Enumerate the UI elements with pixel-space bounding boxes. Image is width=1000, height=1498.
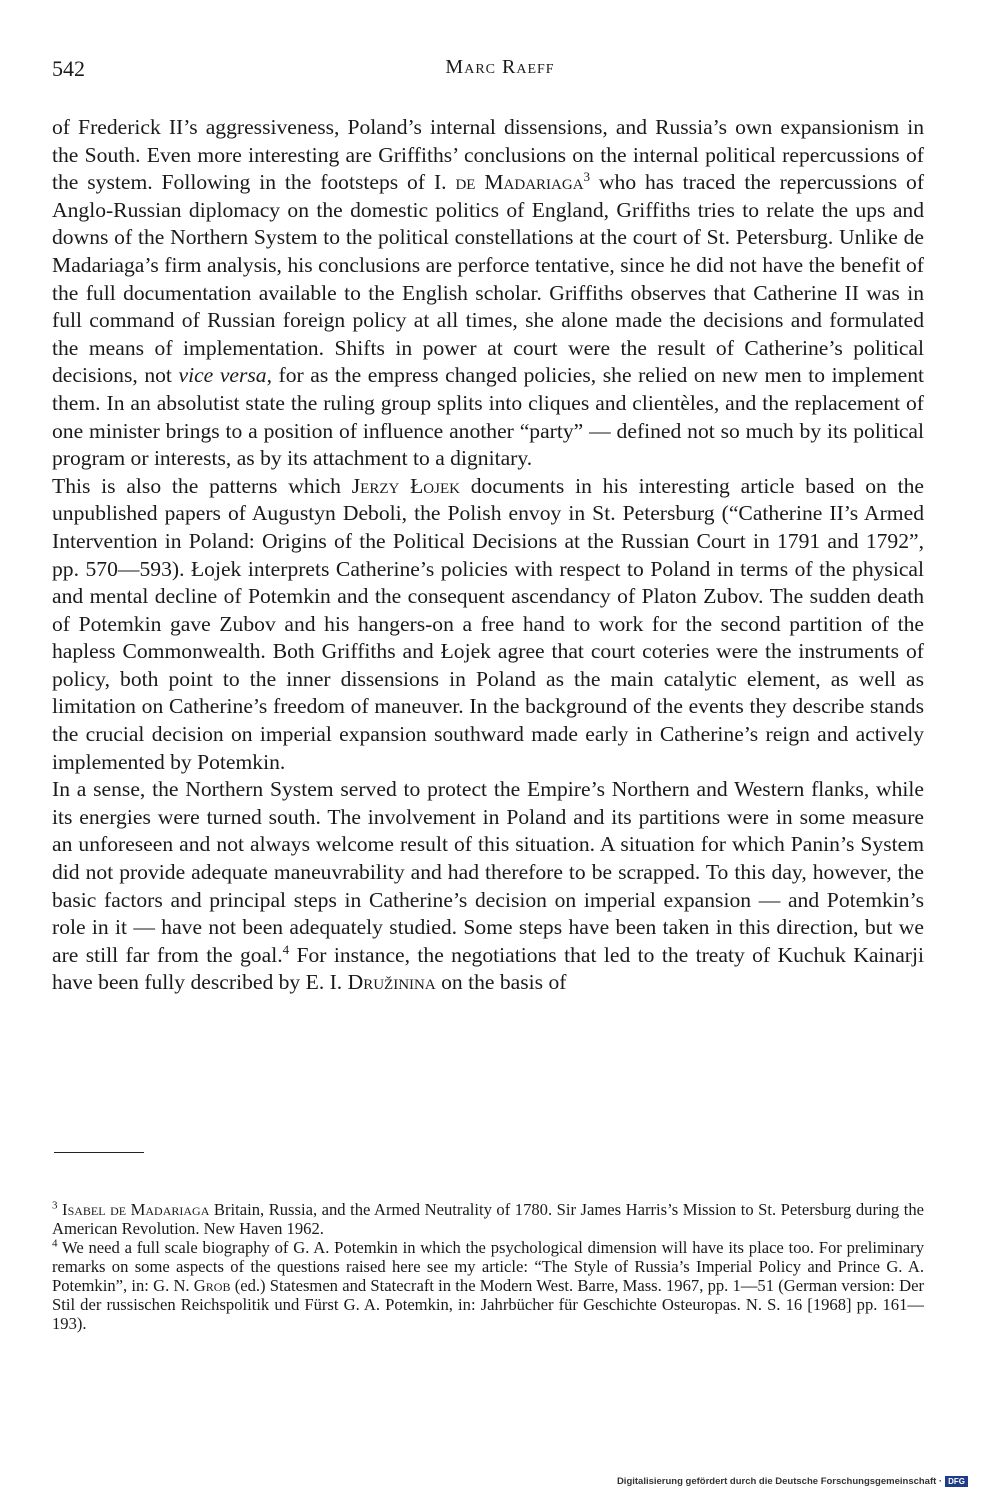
- paragraph-2: [52, 473, 924, 777]
- paragraph-1: [52, 114, 924, 473]
- text-run: , for as the empress changed policies, she relied on new men to implement them. In an absolutist state the ruling group splits into cliques and clientèles, and the replacement of one minister brings to a position of influence another “party” — defined not so much by its political program or interests, as by its attachment to a dignitary.: [52, 363, 924, 471]
- author-name: Grob: [193, 1276, 231, 1295]
- text-run: of Frederick II’s aggressiveness, Poland’s internal dissensions, and Russia’s own expansionism in the South. Even more interesting are Griffiths’ conclusions on the internal political repercussions of the system. Following in the footsteps of I.: [52, 115, 924, 195]
- running-head: Marc Raeff: [445, 56, 555, 78]
- text-run: In a sense, the Northern System served to protect the Empire’s Northern and Western flanks, while its energies were turned south. The involvement in Poland and its partitions were in some measure an unforeseen and not always welcome result of this situation. A situation for which Panin’s System did not provide adequate maneuvrability and had therefore to be scrapped. To this day, however, the basic factors and principal steps in Catherine’s decision on imperial expansion — and Potemkin’s role in it — have not been adequately studied. Some steps have been taken in this direction, but we are still far from the goal.: [52, 777, 924, 967]
- footnote-text: (ed.) Statesmen and Statecraft in the Modern West. Barre, Mass. 1967, pp. 1—51 (German version: Der Stil der russischen Reichspolitik und Fürst G. A. Potemkin, in: Jahrbücher für Geschichte Osteuropas. N. S. 16 [1968] pp. 161—193).: [52, 1276, 924, 1333]
- text-run: This is also the patterns which: [52, 473, 352, 498]
- text-run: who has traced the repercussions of Anglo-Russian diplomacy on the domestic politics of England, Griffiths tries to relate the ups and downs of the Northern System to the political constellations at the court of St. Petersburg. Unlike de Madariaga’s firm analysis, his conclusions are perforce tentative, since he did not have the benefit of the full documentation available to the English scholar. Griffiths observes that Catherine II was in full command of Russian foreign policy at all times, she alone made the decisions and formulated the means of implementation. Shifts in power at court were the result of Catherine’s political decisions, not: [52, 170, 925, 388]
- author-name: de Madariaga: [455, 170, 584, 195]
- digitization-notice: [617, 1476, 968, 1487]
- author-name: Jerzy Łojek: [351, 473, 460, 498]
- footnotes: [52, 1200, 924, 1333]
- body-text: [52, 114, 924, 997]
- footnote-3: [52, 1200, 924, 1238]
- footnote-mark: 3: [52, 1199, 58, 1212]
- footnote-4: [52, 1238, 924, 1333]
- page-number: 542: [52, 56, 85, 81]
- footnote-text: We need a full scale biography of G. A. Potemkin in which the psychological dimension will have its place too. For preliminary remarks on some aspects of the questions raised here see my article: “The Style of Russia’s Imperial Policy and Prince G. A. Potemkin”, in: G. N.: [52, 1238, 924, 1295]
- footnote-ref[interactable]: 3: [583, 169, 591, 184]
- author-name: Družinina: [347, 970, 436, 995]
- digitization-text: Digitalisierung gefördert durch die Deutsche Forschungsgemeinschaft ·: [616, 1476, 943, 1487]
- footnote-mark: 4: [52, 1237, 58, 1250]
- footnote-ref[interactable]: 4: [282, 941, 290, 957]
- italic-phrase: vice versa: [178, 363, 267, 388]
- footnote-divider: [54, 1152, 144, 1153]
- dfg-logo: DFG: [945, 1476, 968, 1487]
- text-run: For instance, the negotiations that led to the treaty of Kuchuk Kainarji have been fully described by E. I.: [52, 942, 924, 995]
- footnote-text: Britain, Russia, and the Armed Neutrality of 1780. Sir James Harris’s Mission to St. Petersburg during the American Revolution. New Haven 1962.: [52, 1200, 924, 1238]
- paragraph-3: [52, 776, 924, 997]
- author-name: Isabel de Madariaga: [62, 1200, 210, 1219]
- text-run: documents in his interesting article based on the unpublished papers of Augustyn Deboli, the Polish envoy in St. Petersburg (“Catherine II’s Armed Intervention in Poland: Origins of the Political Decisions at the Russian Court in 1791 and 1792”, pp. 570—593). Łojek interprets Catherine’s policies with respect to Poland in terms of the physical and mental decline of Potemkin and the consequent ascendancy of Platon Zubov. The sudden death of Potemkin gave Zubov and his hangers-on a free hand to work for the second partition of the hapless Commonwealth. Both Griffiths and Łojek agree that court coteries were the instruments of policy, both point to the inner dissensions in Poland as the main catalytic element, as well as limitation on Catherine’s freedom of maneuver. In the background of the events they describe stands the crucial decision on imperial expansion southward made early in Catherine’s reign and actively implemented by Potemkin.: [52, 473, 924, 774]
- text-run: on the basis of: [435, 970, 567, 995]
